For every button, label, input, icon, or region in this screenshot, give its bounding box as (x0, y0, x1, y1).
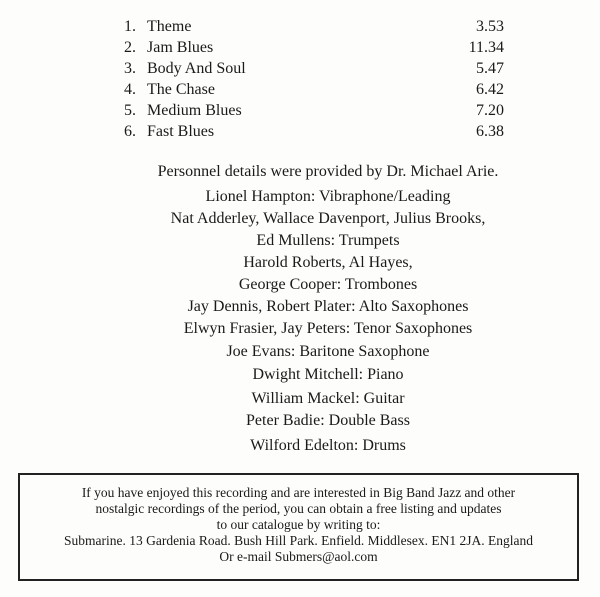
notice-line: nostalgic recordings of the period, you can obtain a free listing and updates (95, 501, 502, 516)
track-title: Fast Blues (147, 123, 215, 140)
personnel-line: Joe Evans: Baritone Saxophone (226, 343, 430, 360)
track-number: 4. (124, 81, 136, 98)
track-title: Medium Blues (147, 102, 242, 119)
personnel-line: Harold Roberts, Al Hayes, (243, 254, 413, 271)
track-duration: 11.34 (468, 39, 504, 56)
track-row (110, 37, 504, 58)
track-row (110, 121, 504, 142)
personnel-line: Peter Badie: Double Bass (246, 412, 410, 429)
track-title: Jam Blues (147, 39, 214, 56)
personnel-line: Dwight Mitchell: Piano (252, 366, 404, 383)
personnel-line: Wilford Edelton: Drums (250, 437, 406, 454)
notice-address: Submarine. 13 Gardenia Road. Bush Hill Park. Enfield. Middlesex. EN1 2JA. England (63, 533, 534, 548)
track-duration: 5.47 (476, 60, 504, 77)
track-duration: 6.42 (476, 81, 504, 98)
track-number: 6. (124, 123, 136, 140)
personnel-line: Ed Mullens: Trumpets (256, 232, 400, 249)
personnel-line: Nat Adderley, Wallace Davenport, Julius Brooks, (170, 210, 486, 227)
track-duration: 3.53 (476, 18, 504, 35)
notice-email: Or e-mail Submers@aol.com (219, 549, 378, 564)
track-title: The Chase (147, 81, 215, 98)
track-row (110, 16, 504, 37)
notice-line: to our catalogue by writing to: (216, 517, 381, 532)
notice-line: If you have enjoyed this recording and are interested in Big Band Jazz and other (81, 485, 516, 500)
track-row (110, 79, 504, 100)
track-number: 3. (124, 60, 136, 77)
track-duration: 7.20 (476, 102, 504, 119)
personnel-line: Elwyn Frasier, Jay Peters: Tenor Saxophones (183, 320, 473, 337)
personnel-line: George Cooper: Trombones (238, 276, 418, 293)
track-number: 2. (124, 39, 136, 56)
track-title: Theme (147, 18, 192, 35)
track-row (110, 100, 504, 121)
catalogue-notice-box (18, 473, 579, 581)
track-number: 1. (124, 18, 136, 35)
track-row (110, 58, 504, 79)
personnel-line: Jay Dennis, Robert Plater: Alto Saxophones (187, 298, 469, 315)
personnel-line: Lionel Hampton: Vibraphone/Leading (205, 188, 451, 205)
personnel-line: William Mackel: Guitar (251, 390, 405, 407)
track-number: 5. (124, 102, 136, 119)
personnel-intro: Personnel details were provided by Dr. Michael Arie. (157, 163, 499, 180)
track-duration: 6.38 (476, 123, 504, 140)
track-title: Body And Soul (147, 60, 246, 77)
